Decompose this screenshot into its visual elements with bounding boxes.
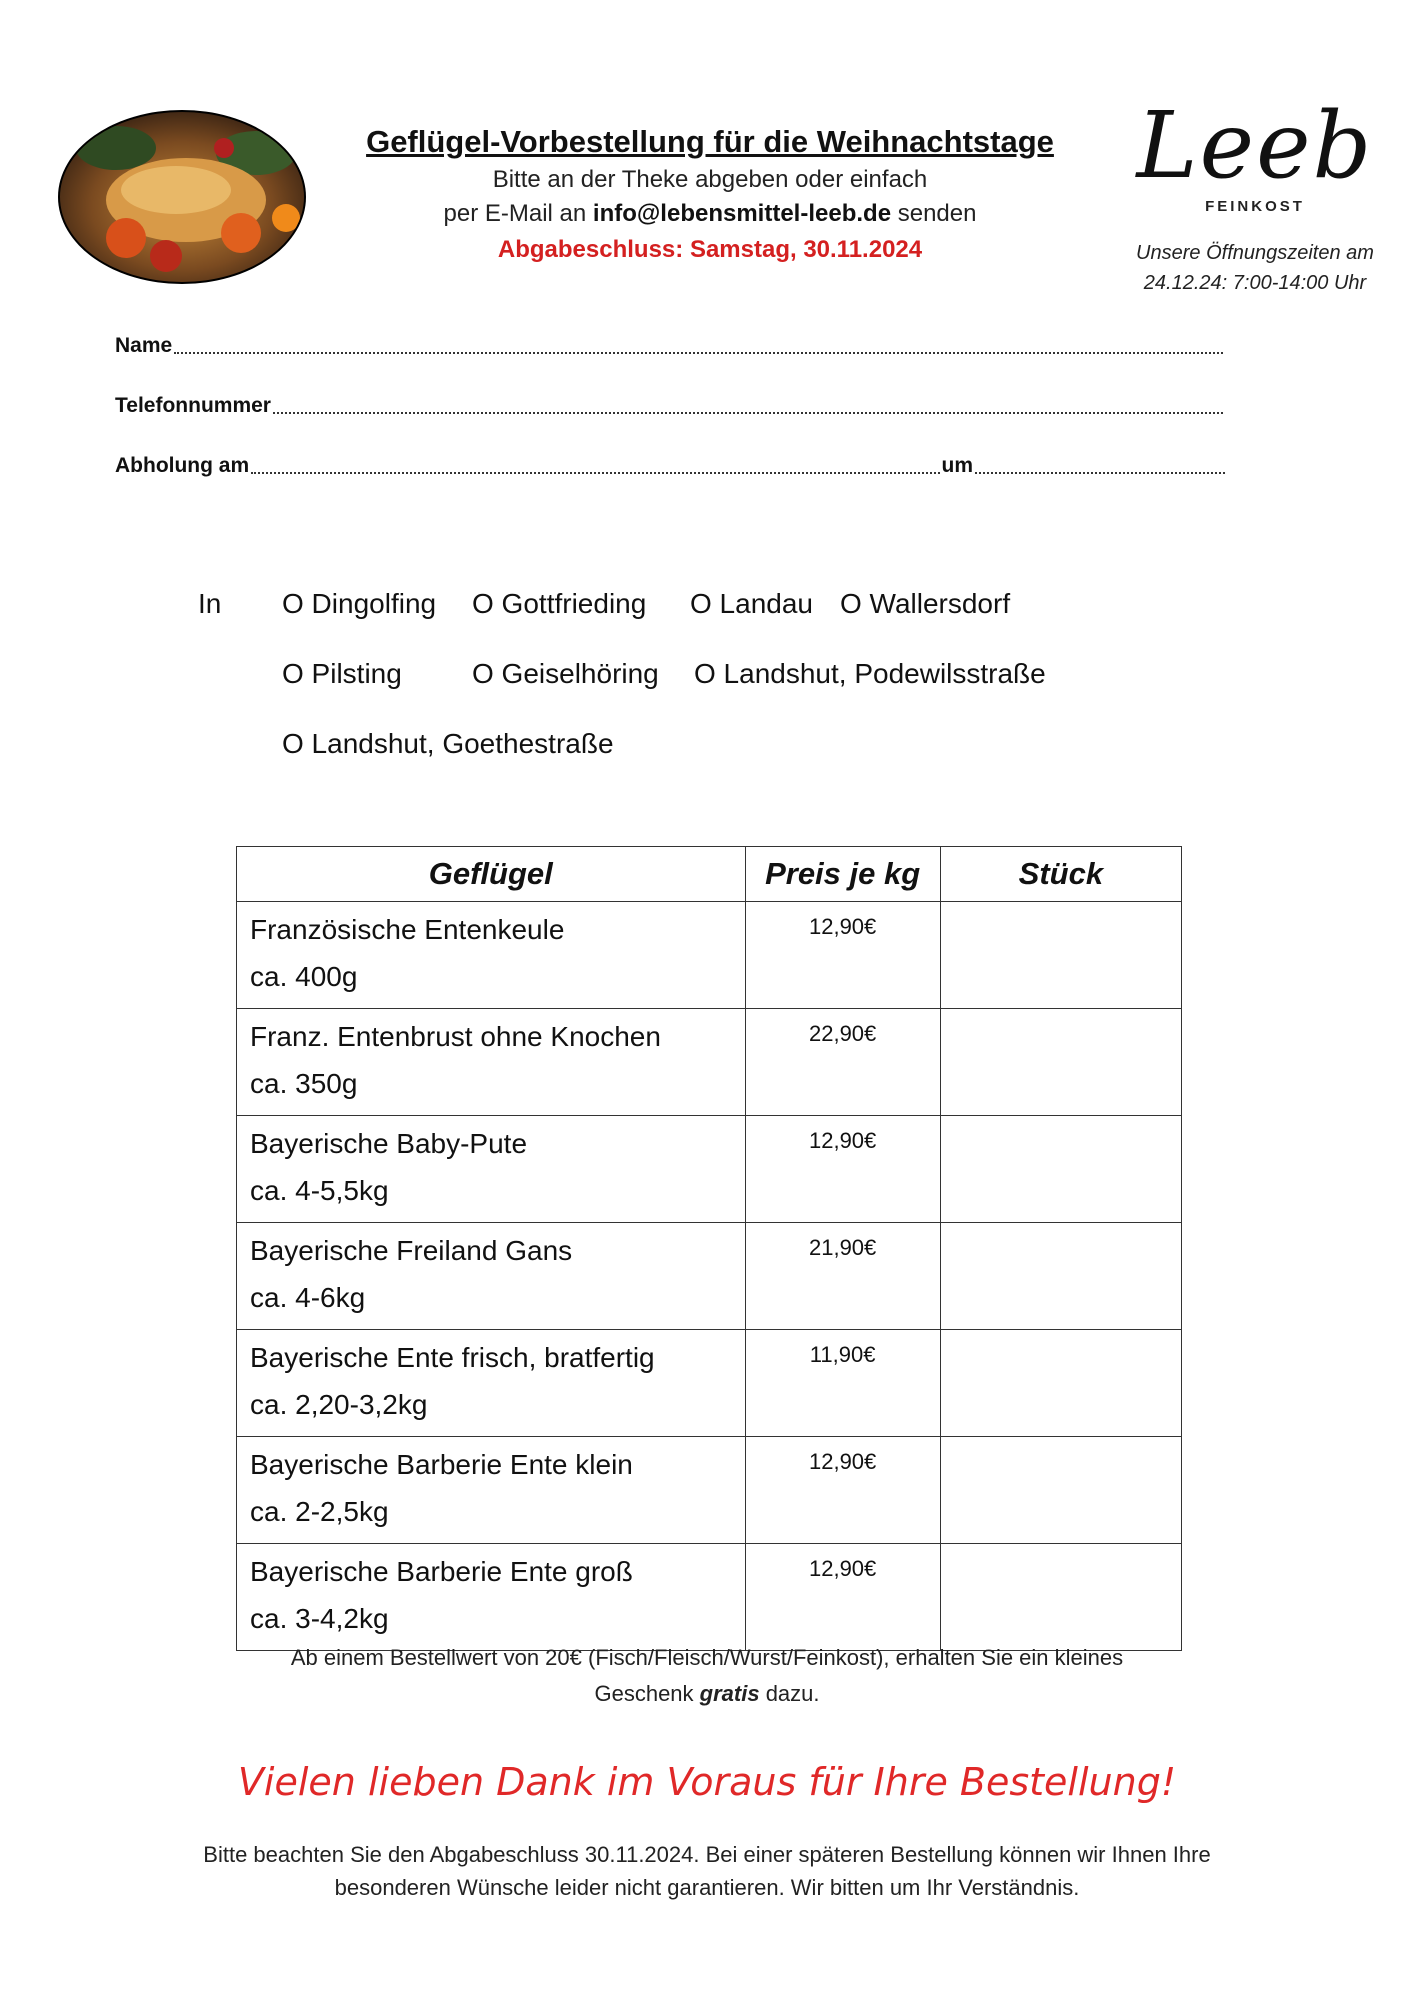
product-weight: ca. 4-6kg	[250, 1282, 366, 1313]
roast-duck-photo	[56, 108, 308, 286]
gift-prefix: Geschenk	[594, 1681, 700, 1706]
price-cell: 12,90€	[745, 1116, 940, 1223]
product-weight: ca. 400g	[250, 961, 358, 992]
product-weight: ca. 3-4,2kg	[250, 1603, 389, 1634]
brand-logo: Leeb	[1136, 92, 1374, 199]
product-name: Französische Entenkeule	[250, 914, 565, 945]
product-cell	[237, 902, 746, 1009]
product-name: Franz. Entenbrust ohne Knochen	[250, 1021, 661, 1052]
product-name: Bayerische Freiland Gans	[250, 1235, 573, 1266]
name-line[interactable]	[174, 334, 1223, 354]
header-price-per-kg: Preis je kg	[745, 847, 940, 902]
location-option[interactable]: O Gottfrieding	[472, 588, 647, 619]
thank-you-message: Vielen lieben Dank im Voraus für Ihre Bestellung!	[237, 1760, 1177, 1804]
submit-instruction-line2	[320, 200, 1100, 228]
product-name: Bayerische Barberie Ente klein	[250, 1449, 633, 1480]
quantity-cell[interactable]	[940, 1009, 1181, 1116]
disclaimer-line2: besonderen Wünsche leider nicht garantieren. Wir bitten um Ihr Verständnis.	[334, 1875, 1080, 1900]
table-header-row	[237, 847, 1182, 902]
submit-instruction-line1: Bitte an der Theke abgeben oder einfach	[492, 166, 928, 193]
price-cell: 12,90€	[745, 1544, 940, 1651]
location-option[interactable]: O Landshut, Podewilsstraße	[694, 658, 1046, 689]
product-cell	[237, 1116, 746, 1223]
opening-hours-line2: 24.12.24: 7:00-14:00 Uhr	[1143, 272, 1367, 294]
location-option[interactable]: O Geiselhöring	[472, 658, 659, 689]
quantity-cell[interactable]	[940, 1116, 1181, 1223]
pickup-time-line[interactable]	[975, 454, 1225, 474]
product-weight: ca. 350g	[250, 1068, 358, 1099]
deadline-disclaimer	[150, 1838, 1264, 1904]
product-cell	[237, 1544, 746, 1651]
poultry-order-table	[236, 846, 1182, 1651]
opening-hours-line1: Unsere Öffnungszeiten am	[1136, 242, 1374, 264]
deadline-notice: Abgabeschluss: Samstag, 30.11.2024	[497, 236, 923, 263]
price-cell: 11,90€	[745, 1330, 940, 1437]
table-row	[237, 902, 1182, 1009]
gift-free-word: gratis	[699, 1681, 760, 1706]
product-cell	[237, 1437, 746, 1544]
product-name: Bayerische Ente frisch, bratfertig	[250, 1342, 655, 1373]
table-row	[237, 1437, 1182, 1544]
pickup-field[interactable]	[115, 454, 1225, 478]
price-cell: 21,90€	[745, 1223, 940, 1330]
email-link[interactable]: info@lebensmittel-leeb.de	[592, 200, 892, 227]
product-weight: ca. 4-5,5kg	[250, 1175, 389, 1206]
gift-note-line2	[200, 1676, 1214, 1712]
table-row	[237, 1544, 1182, 1651]
disclaimer-line1: Bitte beachten Sie den Abgabeschluss 30.11.2024. Bei einer späteren Bestellung können wir Ihnen Ihre	[203, 1842, 1211, 1867]
product-cell	[237, 1223, 746, 1330]
gift-suffix: dazu.	[759, 1681, 820, 1706]
locations-prefix: In	[198, 588, 222, 619]
product-name: Bayerische Barberie Ente groß	[250, 1556, 633, 1587]
opening-hours	[1090, 238, 1414, 298]
quantity-cell[interactable]	[940, 902, 1181, 1009]
phone-line[interactable]	[273, 394, 1223, 414]
pickup-date-line[interactable]	[251, 454, 939, 474]
pickup-time-label: um	[941, 454, 973, 477]
name-field[interactable]	[115, 334, 1225, 358]
gift-note-line1: Ab einem Bestellwert von 20€ (Fisch/Fleisch/Wurst/Feinkost), erhalten Sie ein kleines	[290, 1645, 1124, 1670]
product-cell	[237, 1330, 746, 1437]
table-row	[237, 1223, 1182, 1330]
header-poultry: Geflügel	[237, 847, 746, 902]
location-option[interactable]: O Landshut, Goethestraße	[282, 728, 614, 759]
pickup-label: Abholung am	[115, 454, 250, 477]
table-row	[237, 1116, 1182, 1223]
email-suffix: senden	[891, 200, 977, 227]
location-option[interactable]: O Dingolfing	[282, 588, 437, 619]
name-label: Name	[115, 334, 173, 357]
phone-label: Telefonnummer	[115, 394, 271, 417]
gift-note	[200, 1640, 1214, 1712]
product-cell	[237, 1009, 746, 1116]
table-row	[237, 1009, 1182, 1116]
phone-field[interactable]	[115, 394, 1225, 418]
brand-subtitle: FEINKOST	[1205, 198, 1305, 215]
quantity-cell[interactable]	[940, 1544, 1181, 1651]
table-row	[237, 1330, 1182, 1437]
quantity-cell[interactable]	[940, 1437, 1181, 1544]
header-quantity: Stück	[940, 847, 1181, 902]
price-cell: 12,90€	[745, 902, 940, 1009]
price-cell: 12,90€	[745, 1437, 940, 1544]
quantity-cell[interactable]	[940, 1330, 1181, 1437]
page-title: Geflügel-Vorbestellung für die Weihnachtstage	[366, 124, 1054, 159]
product-weight: ca. 2-2,5kg	[250, 1496, 389, 1527]
price-cell: 22,90€	[745, 1009, 940, 1116]
quantity-cell[interactable]	[940, 1223, 1181, 1330]
location-option[interactable]: O Pilsting	[282, 658, 402, 689]
location-option[interactable]: O Landau	[690, 588, 813, 619]
location-option[interactable]: O Wallersdorf	[840, 588, 1011, 619]
email-prefix: per E-Mail an	[443, 200, 593, 227]
product-weight: ca. 2,20-3,2kg	[250, 1389, 428, 1420]
product-name: Bayerische Baby-Pute	[250, 1128, 528, 1159]
